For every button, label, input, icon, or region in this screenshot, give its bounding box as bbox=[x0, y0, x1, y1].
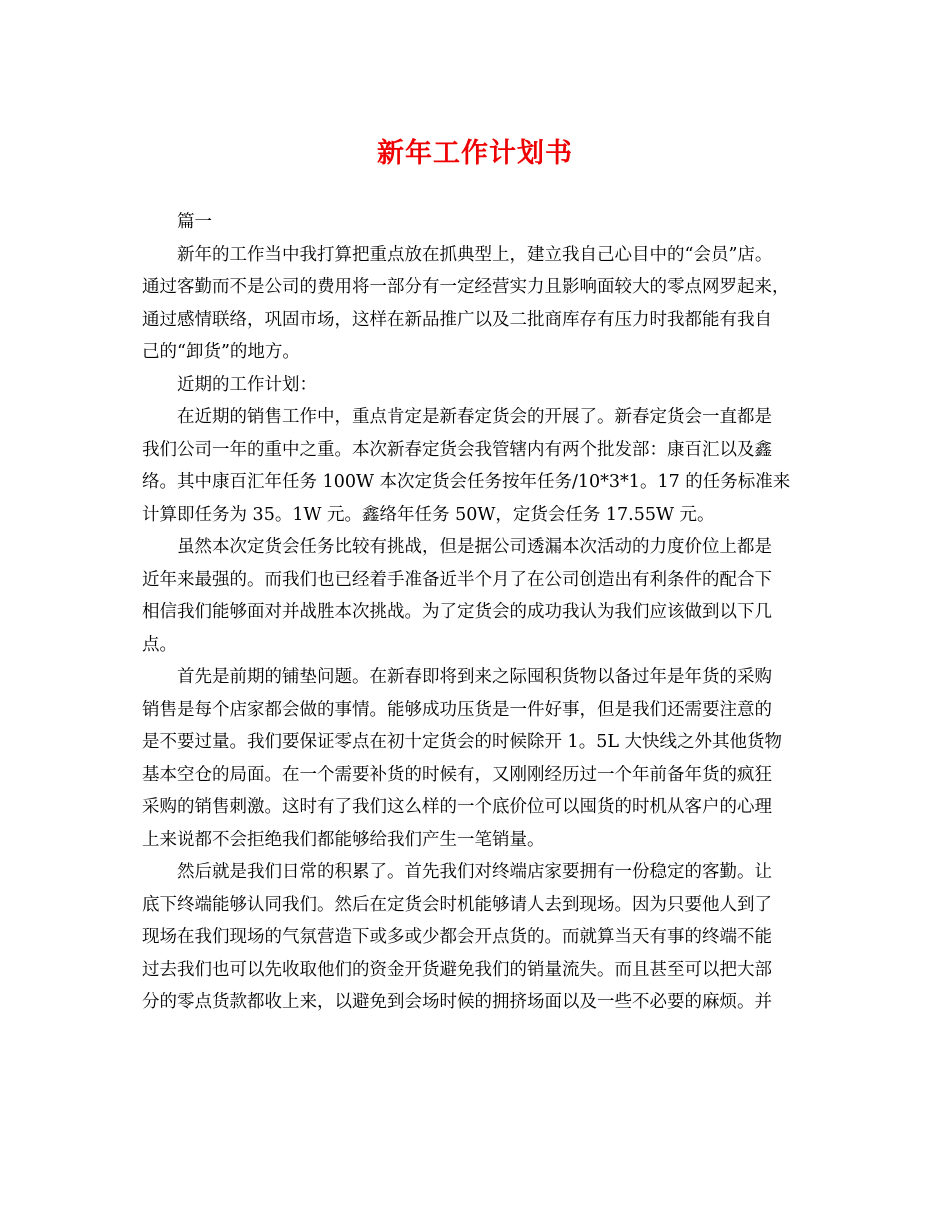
text-line: 近期的工作计划： bbox=[177, 374, 317, 395]
text-line: 己的“卸货”的地方。 bbox=[142, 342, 300, 362]
text-line: 络。其中康百汇年任务 100W 本次定货会任务按年任务/10*3*1。17 的任务标准来 bbox=[142, 472, 791, 492]
text-line: 底下终端能够认同我们。然后在定货会时机能够请人去到现场。因为只要他人到了 bbox=[142, 894, 772, 915]
text-line: 基本空仓的局面。在一个需要补货的时候有，又刚刚经历过一个年前备年货的疯狂 bbox=[142, 764, 772, 785]
text-line: 采购的销售刺激。这时有了我们这么样的一个底价位可以囤货的时机从客户的心理 bbox=[142, 797, 772, 817]
document-title: 新年工作计划书 bbox=[377, 138, 573, 169]
text-line: 点。 bbox=[142, 634, 177, 655]
text-line: 现场在我们现场的气氛营造下或多或少都会开点货的。而就算当天有事的终端不能 bbox=[142, 927, 772, 947]
document-body bbox=[142, 206, 822, 1019]
text-line: 上来说都不会拒绝我们都能够给我们产生一笔销量。 bbox=[142, 829, 545, 850]
text-line: 虽然本次定货会任务比较有挑战，但是据公司透漏本次活动的力度价位上都是 bbox=[177, 537, 772, 557]
text-line: 我们公司一年的重中之重。本次新春定货会我管辖内有两个批发部：康百汇以及鑫 bbox=[142, 439, 772, 460]
text-line: 计算即任务为 35。1W 元。鑫络年任务 50W，定货会任务 17.55W 元。 bbox=[142, 504, 715, 525]
text-line: 相信我们能够面对并战胜本次挑战。为了定货会的成功我认为我们应该做到以下几 bbox=[142, 602, 772, 622]
text-line: 通过感情联络，巩固市场，这样在新品推广以及二批商库存有压力时我都能有我自 bbox=[142, 309, 772, 330]
text-line: 通过客勤而不是公司的费用将一部分有一定经营实力且影响面较大的零点网罗起来， bbox=[142, 277, 790, 297]
text-line: 销售是每个店家都会做的事情。能够成功压货是一件好事，但是我们还需要注意的 bbox=[142, 699, 772, 720]
text-line: 是不要过量。我们要保证零点在初十定货会的时候除开 1。5L 大快线之外其他货物 bbox=[142, 732, 783, 752]
text-line: 首先是前期的铺垫问题。在新春即将到来之际囤积货物以备过年是年货的采购 bbox=[177, 667, 772, 687]
text-line: 在近期的销售工作中，重点肯定是新春定货会的开展了。新春定货会一直都是 bbox=[177, 407, 772, 427]
text-line: 近年来最强的。而我们也已经着手准备近半个月了在公司创造出有利条件的配合下 bbox=[142, 569, 772, 590]
text-line: 新年的工作当中我打算把重点放在抓典型上，建立我自己心目中的“会员”店。 bbox=[177, 244, 773, 265]
text-line: 过去我们也可以先收取他们的资金开货避免我们的销量流失。而且甚至可以把大部 bbox=[142, 959, 772, 980]
text-line: 篇一 bbox=[177, 212, 212, 232]
text-line: 然后就是我们日常的积累了。首先我们对终端店家要拥有一份稳定的客勤。让 bbox=[177, 862, 772, 882]
text-line: 分的零点货款都收上来，以避免到会场时候的拥挤场面以及一些不必要的麻烦。并 bbox=[142, 992, 772, 1012]
